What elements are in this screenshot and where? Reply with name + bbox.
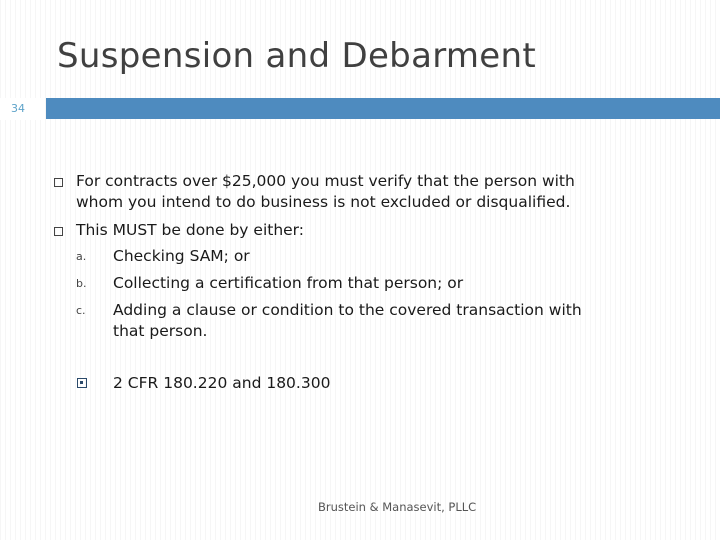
bullet-1-line-2: whom you intend to do business is not excluded or disqualified. [76, 193, 571, 211]
slide-number: 34 [11, 102, 25, 115]
slide-title: Suspension and Debarment [57, 36, 536, 76]
title-rule [46, 98, 720, 119]
sub-item-marker: a. [76, 250, 87, 263]
sub-item-marker: b. [76, 277, 87, 290]
reference-text: 2 CFR 180.220 and 180.300 [113, 374, 331, 392]
bullet-1-line-1: For contracts over $25,000 you must verify that the person with [76, 172, 575, 190]
sub-item-c-line-2: that person. [113, 322, 208, 340]
sub-item-b: Collecting a certification from that person; or [113, 274, 464, 292]
sub-item-c-line-1: Adding a clause or condition to the covered transaction with [113, 301, 582, 319]
square-bullet-icon [54, 227, 63, 236]
footer-text: Brustein & Manasevit, PLLC [318, 500, 477, 514]
sub-item-a: Checking SAM; or [113, 247, 250, 265]
filled-square-bullet-icon [77, 378, 87, 388]
bullet-2-line-1: This MUST be done by either: [76, 221, 305, 239]
sub-item-marker: c. [76, 304, 86, 317]
square-bullet-icon [54, 178, 63, 187]
